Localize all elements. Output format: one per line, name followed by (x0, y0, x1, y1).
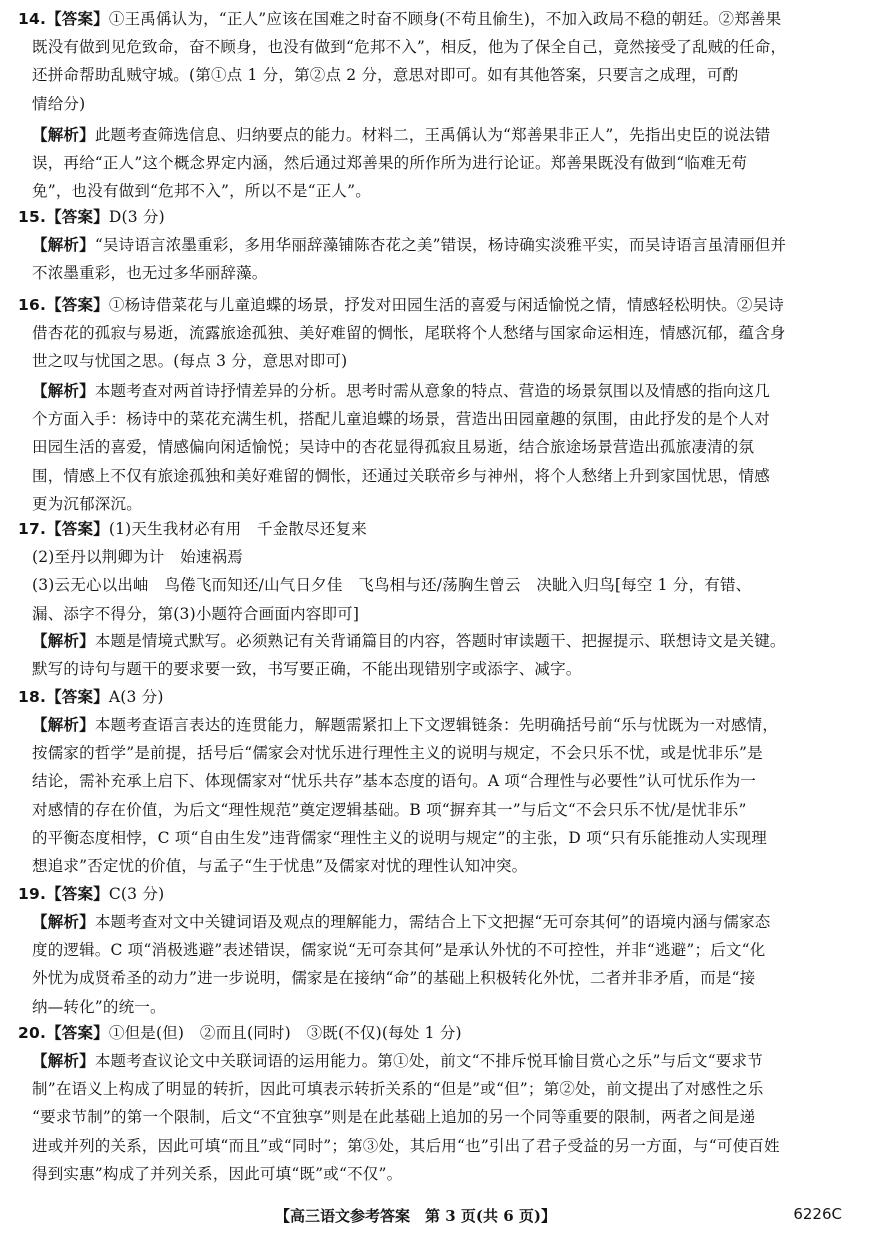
answer-line (32, 322, 786, 344)
analysis-line (32, 714, 778, 736)
analysis-text: 本题是情境式默写。必须熟记有关背诵篇目的内容，答题时审读题干、把握提示、联想诗文是关键。 (94, 632, 786, 650)
analysis-text: 田园生活的喜爱，情感偏向闲适愉悦；吴诗中的杏花显得孤寂且易逝，结合旅途场景营造出孤旅凄清的氛 (32, 438, 755, 457)
analysis-text: 度的逻辑。C 项“消极逃避”表述错误，儒家说“无可奈其何”是承认外忧的不可控性，并非“逃避”；后文“化 (32, 941, 766, 960)
analysis-tag: 【解析】 (32, 381, 95, 400)
answer-line (32, 64, 738, 86)
analysis-text: 按儒家的哲学”是前提，括号后“儒家会对忧乐进行理性主义的说明与规定，不会只乐不忧，或是忧非乐”是 (32, 744, 763, 763)
page-footer (0, 1205, 870, 1229)
question-number: 15. (18, 208, 47, 226)
analysis-line (32, 770, 756, 792)
analysis-text: 默写的诗句与题干的要求要一致，书写要正确，不能出现错别字或添字、减字。 (32, 660, 582, 679)
analysis-line (32, 436, 754, 458)
answer-tag: 【答案】 (46, 295, 109, 314)
answer-line (18, 1022, 462, 1044)
analysis-text: 结论，需补充承上启下、体现儒家对“忧乐共存”基本态度的语句。A 项“合理性与必要性”认可忧乐作为一 (32, 772, 757, 791)
analysis-tag: 【解析】 (32, 631, 95, 650)
answer-line (32, 603, 359, 625)
analysis-line (32, 742, 763, 764)
analysis-text: “要求节制”的第一个限制，后文“不宜独享”则是在此基础上追加的另一个同等重要的限制，两者之间是递 (32, 1108, 756, 1127)
analysis-text: 本题考查议论文中关联词语的运用能力。第①处，前文“不排斥悦耳愉目赏心之乐”与后文“要求节 (94, 1052, 763, 1070)
answer-text: D(3 分) (108, 208, 165, 226)
analysis-text: 进或并列的关系，因此可填“而且”或“同时”；第③处，其后用“也”引出了君子受益的另一方面，与“可使百姓 (32, 1136, 780, 1155)
analysis-line (32, 1106, 755, 1128)
analysis-text: 此题考查筛选信息、归纳要点的能力。材料二，王禹偁认为“郑善果非正人”，先指出史臣的说法错 (94, 126, 771, 144)
answer-text: ①杨诗借菜花与儿童追蝶的场景，抒发对田园生活的喜爱与闲适愉悦之情，情感轻松明快。②吴诗 (108, 296, 784, 314)
answer-text: 漏、添字不得分，第(3)小题符合画面内容即可] (32, 604, 360, 623)
analysis-text: 纳—转化”的统一。 (32, 997, 166, 1016)
analysis-text: 围，情感上不仅有旅途孤独和美好难留的惆怅，还通过关联帝乡与神州，将个人愁绪上升到家国忧思，情感 (32, 466, 770, 485)
analysis-line (32, 911, 770, 933)
analysis-text: 不浓墨重彩，也无过多华丽辞藻。 (32, 264, 268, 283)
answer-text: (2)至丹以荆卿为计 始速祸焉 (32, 548, 243, 567)
analysis-tag: 【解析】 (32, 125, 95, 144)
question-number: 16. (18, 296, 47, 314)
analysis-line (32, 180, 371, 202)
analysis-line (32, 234, 786, 256)
analysis-text: 本题考查对两首诗抒情差异的分析。思考时需从意象的特点、营造的场景氛围以及情感的指向这几 (94, 382, 770, 400)
analysis-line (32, 1078, 763, 1100)
question-number: 18. (18, 688, 47, 706)
analysis-text: 本题考查对文中关键词语及观点的理解能力，需结合上下文把握“无可奈其何”的语境内涵与儒家态 (94, 913, 771, 931)
analysis-line (32, 939, 765, 961)
analysis-line (32, 658, 582, 680)
answer-line (32, 574, 751, 596)
analysis-tag: 【解析】 (32, 1051, 95, 1070)
answer-line (18, 206, 165, 228)
analysis-line (32, 1163, 402, 1185)
question-number: 20. (18, 1024, 47, 1042)
answer-line (18, 518, 367, 540)
analysis-line (32, 124, 770, 146)
question-number: 14. (18, 10, 47, 28)
analysis-text: 更为沉郁深沉。 (32, 494, 142, 513)
analysis-line (32, 262, 268, 284)
answer-text: (1)天生我材必有用 千金散尽还复来 (108, 520, 367, 538)
analysis-tag: 【解析】 (32, 715, 95, 734)
question-number: 17. (18, 520, 47, 538)
answer-line (18, 8, 781, 30)
analysis-tag: 【解析】 (32, 912, 95, 931)
answer-text: C(3 分) (108, 885, 165, 903)
answer-tag: 【答案】 (46, 519, 109, 538)
answer-text: 借杏花的孤寂与易逝，流露旅途孤独、美好难留的惆怅，尾联将个人愁绪与国家命运相连，情感沉郁，蕴含身 (32, 324, 786, 343)
answer-text: ①但是(但) ②而且(同时) ③既(不仅)(每处 1 分) (108, 1024, 462, 1042)
analysis-line (32, 408, 770, 430)
analysis-text: 的平衡态度相悖，C 项“自由生发”违背儒家“理性主义的说明与规定”的主张，D 项“只有乐能推动人实现理 (32, 828, 767, 847)
analysis-line (32, 1050, 763, 1072)
analysis-line (32, 493, 142, 515)
analysis-line (32, 630, 786, 652)
analysis-text: 误，再给“正人”这个概念界定内涵，然后通过郑善果的所作所为进行论证。郑善果既没有做到“临难无苟 (32, 154, 748, 173)
footer-page-info: 【高三语文参考答案 第 3 页(共 6 页)】 (275, 1207, 556, 1225)
footer-code: 6226C (793, 1205, 842, 1223)
answer-text: (3)云无心以出岫 鸟倦飞而知还/山气日夕佳 飞鸟相与还/荡胸生曾云 决眦入归鸟[每空 1 分，有错、 (32, 576, 752, 595)
answer-text: 还拼命帮助乱贼守城。(第①点 1 分，第②点 2 分，意思对即可。如有其他答案，只要言之成理，可酌 (32, 66, 739, 85)
answer-line (32, 546, 243, 568)
answer-tag: 【答案】 (46, 9, 109, 28)
analysis-line (32, 1135, 780, 1157)
analysis-text: 免”，也没有做到“危邦不入”，所以不是“正人”。 (32, 182, 371, 201)
analysis-text: 得到实惠”构成了并列关系，因此可填“既”或“不仅”。 (32, 1164, 403, 1183)
answer-text: 既没有做到见危致命，奋不顾身，也没有做到“危邦不入”，相反，他为了保全自己，竟然接受了乱贼的任命， (32, 38, 787, 57)
answer-line (32, 350, 347, 372)
answer-line (18, 294, 784, 316)
analysis-text: “吴诗语言浓墨重彩，多用华丽辞藻铺陈杏花之美”错误，杨诗确实淡雅平实，而吴诗语言虽清丽但并 (94, 236, 787, 254)
analysis-line (32, 996, 166, 1018)
answer-line (32, 93, 85, 115)
answer-tag: 【答案】 (46, 884, 109, 903)
answer-text: A(3 分) (108, 688, 164, 706)
analysis-line (32, 967, 755, 989)
answer-line (18, 883, 164, 905)
answer-tag: 【答案】 (46, 207, 109, 226)
answer-tag: 【答案】 (46, 687, 109, 706)
analysis-line (32, 827, 767, 849)
analysis-text: 本题考查语言表达的连贯能力，解题需紧扣上下文逻辑链条：先明确括号前“乐与忧既为一对感情， (94, 716, 779, 734)
analysis-text: 对感情的存在价值，为后文“理性规范”奠定逻辑基础。B 项“摒弃其一”与后文“不会只乐不忧/是忧非乐” (32, 800, 747, 819)
analysis-line (32, 855, 527, 877)
answer-line (32, 36, 786, 58)
analysis-text: 外忧为成贤希圣的动力”进一步说明，儒家是在接纳“命”的基础上积极转化外忧，二者并非矛盾，而是“接 (32, 969, 756, 988)
answer-text: ①王禹偁认为，“正人”应该在国难之时奋不顾身(不苟且偷生)，不加入政局不稳的朝廷。②郑善果 (108, 10, 782, 28)
analysis-line (32, 152, 747, 174)
analysis-line (32, 465, 770, 487)
answer-line (18, 686, 164, 708)
analysis-line (32, 799, 747, 821)
question-number: 19. (18, 885, 47, 903)
answer-tag: 【答案】 (46, 1023, 109, 1042)
analysis-text: 想追求”否定忧的价值，与孟子“生于忧患”及儒家对忧的理性认知冲突。 (32, 857, 528, 875)
answer-text: 世之叹与忧国之思。(每点 3 分，意思对即可) (32, 352, 348, 371)
analysis-tag: 【解析】 (32, 235, 95, 254)
analysis-text: 制”在语义上构成了明显的转折，因此可填表示转折关系的“但是”或“但”；第②处，前文提出了对感性之乐 (32, 1080, 764, 1099)
analysis-text: 个方面入手：杨诗中的菜花充满生机，搭配儿童追蝶的场景，营造出田园童趣的氛围，由此抒发的是个人对 (32, 410, 770, 429)
analysis-line (32, 380, 770, 402)
answer-text: 情给分) (32, 94, 86, 113)
